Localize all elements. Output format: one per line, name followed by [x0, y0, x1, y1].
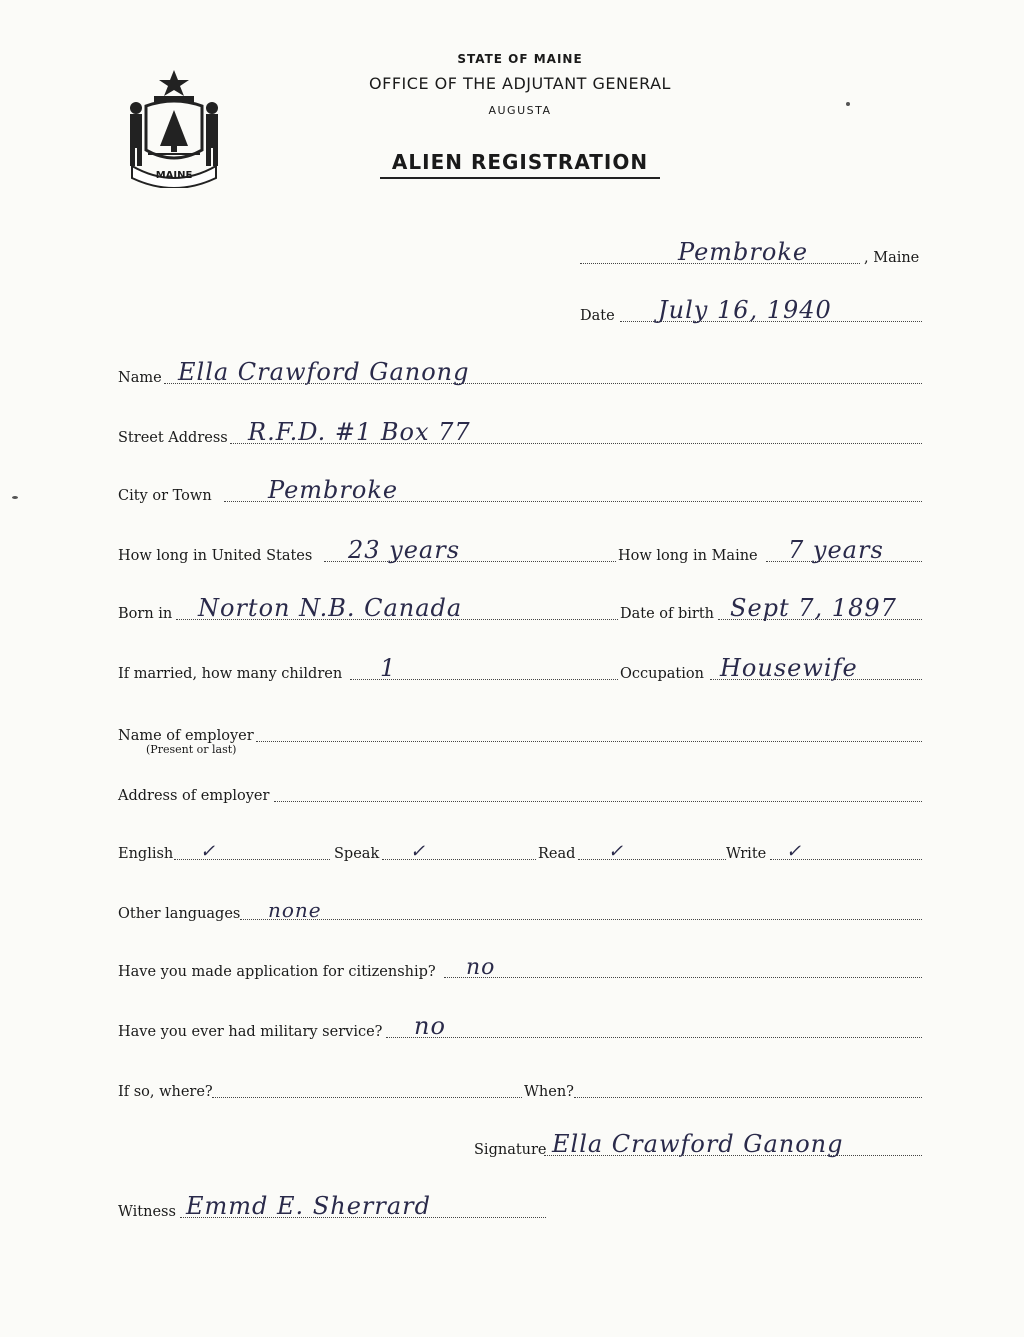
dob-value[interactable]: Sept 7, 1897 — [730, 594, 897, 622]
witness-row — [118, 1194, 924, 1224]
citizenship-dotted-line — [444, 977, 922, 978]
header-office: OFFICE OF THE ADJUTANT GENERAL — [369, 74, 671, 93]
employer-sublabel: (Present or last) — [146, 743, 237, 756]
military-value[interactable]: no — [414, 1012, 446, 1040]
read-dotted-line — [578, 859, 726, 860]
read-value[interactable]: ✓ — [608, 841, 625, 862]
occupation-value[interactable]: Housewife — [720, 654, 858, 682]
date-value[interactable]: July 16, 1940 — [658, 296, 832, 324]
place-row — [118, 240, 924, 270]
english-label: English — [118, 846, 174, 862]
military-dotted-line — [386, 1037, 922, 1038]
children-row — [118, 656, 924, 686]
header-city: AUGUSTA — [488, 104, 552, 117]
city-label: City or Town — [118, 488, 212, 504]
children-value[interactable]: 1 — [380, 654, 397, 682]
city-value[interactable]: Pembroke — [268, 476, 399, 504]
children-label: If married, how many children — [118, 666, 343, 682]
street-row — [118, 420, 924, 450]
speak-value[interactable]: ✓ — [410, 841, 427, 862]
place-suffix: , Maine — [864, 250, 920, 266]
name-value[interactable]: Ella Crawford Ganong — [178, 358, 470, 386]
signature-row — [118, 1132, 924, 1162]
speak-label: Speak — [334, 846, 380, 862]
born-row — [118, 596, 924, 626]
where-when-row — [118, 1074, 924, 1104]
citizenship-value[interactable]: no — [466, 955, 496, 980]
born-in-value[interactable]: Norton N.B. Canada — [198, 594, 463, 622]
form-title: ALIEN REGISTRATION — [391, 150, 649, 174]
where-dotted-line — [212, 1097, 522, 1098]
paper-speck — [12, 496, 18, 499]
when-label: When? — [524, 1084, 574, 1100]
employer-row — [118, 718, 924, 748]
when-dotted-line — [574, 1097, 922, 1098]
signature-label: Signature — [474, 1142, 547, 1158]
how-long-maine-value[interactable]: 7 years — [788, 536, 884, 564]
place-value[interactable]: Pembroke — [678, 238, 809, 266]
how-long-maine-label: How long in Maine — [618, 548, 758, 564]
paper-speck — [846, 102, 850, 106]
military-row — [118, 1014, 924, 1044]
title-underline — [380, 177, 660, 179]
english-dotted-line — [174, 859, 330, 860]
employer-address-row — [118, 778, 924, 808]
other-languages-value[interactable]: none — [268, 898, 322, 922]
military-label: Have you ever had military service? — [118, 1024, 383, 1040]
header-state: STATE OF MAINE — [457, 52, 583, 66]
how-long-us-label: How long in United States — [118, 548, 313, 564]
english-value[interactable]: ✓ — [200, 841, 217, 862]
name-label: Name — [118, 370, 162, 386]
write-label: Write — [726, 846, 767, 862]
signature-value[interactable]: Ella Crawford Ganong — [552, 1130, 844, 1158]
occupation-label: Occupation — [620, 666, 704, 682]
date-row — [118, 298, 924, 328]
name-row — [118, 360, 924, 390]
how-long-us-value[interactable]: 23 years — [348, 536, 461, 564]
city-row — [118, 478, 924, 508]
employer-dotted-line — [256, 741, 922, 742]
employer-address-dotted-line — [274, 801, 922, 802]
citizenship-row — [118, 954, 924, 984]
employer-address-label: Address of employer — [118, 788, 270, 804]
seal-banner-text: MAINE — [155, 170, 193, 181]
other-languages-dotted-line — [240, 919, 922, 920]
how-long-row — [118, 538, 924, 568]
citizenship-label: Have you made application for citizenship? — [118, 964, 436, 980]
english-row — [118, 836, 924, 866]
other-languages-row — [118, 896, 924, 926]
born-in-label: Born in — [118, 606, 173, 622]
read-label: Read — [538, 846, 576, 862]
date-label: Date — [580, 308, 615, 324]
street-label: Street Address — [118, 430, 228, 446]
speak-dotted-line — [382, 859, 536, 860]
employer-label: Name of employer — [118, 728, 254, 744]
street-value[interactable]: R.F.D. #1 Box 77 — [248, 418, 471, 446]
witness-value[interactable]: Emmd E. Sherrard — [186, 1192, 431, 1220]
witness-label: Witness — [118, 1204, 176, 1220]
dob-label: Date of birth — [620, 606, 715, 622]
other-languages-label: Other languages — [118, 906, 241, 922]
where-label: If so, where? — [118, 1084, 213, 1100]
write-value[interactable]: ✓ — [786, 841, 803, 862]
